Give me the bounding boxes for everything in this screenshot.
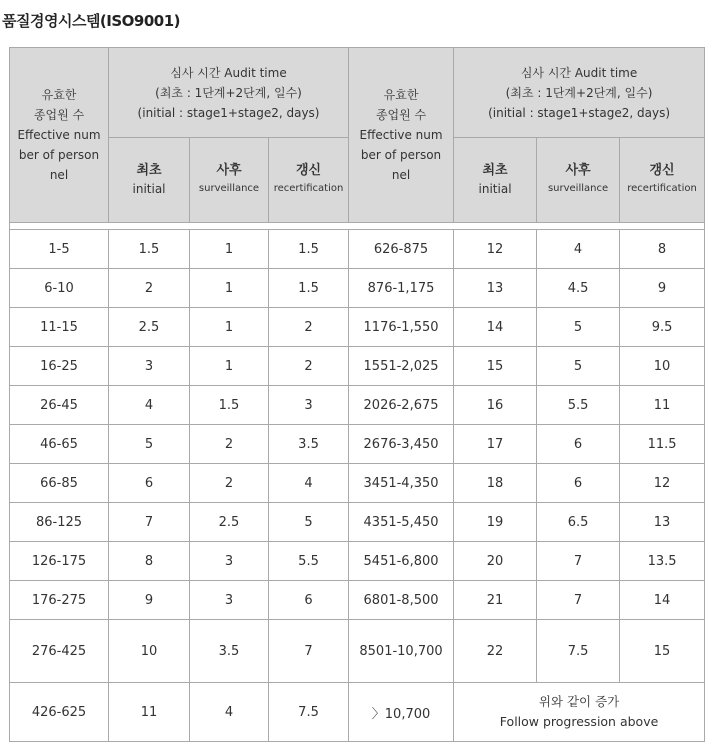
table-row xyxy=(10,620,705,683)
recertification-cell: 1.5 xyxy=(269,230,349,269)
employees-header-right: 유효한 종업원 수 Effective num ber of person nel xyxy=(349,48,454,223)
audit-time-table xyxy=(9,47,705,742)
employees-cell: 86-125 xyxy=(10,503,109,542)
recertification-cell: 3 xyxy=(269,386,349,425)
employees-cell: 66-85 xyxy=(10,464,109,503)
initial-cell: 17 xyxy=(454,425,537,464)
surveillance-cell: 2.5 xyxy=(190,503,269,542)
employees-cell: 〉10,700 xyxy=(349,683,454,742)
initial-cell: 21 xyxy=(454,581,537,620)
table-row xyxy=(10,347,705,386)
surveillance-cell: 5 xyxy=(537,347,620,386)
surveillance-cell: 1 xyxy=(190,347,269,386)
initial-cell: 22 xyxy=(454,620,537,683)
employees-cell: 626-875 xyxy=(349,230,454,269)
surveillance-cell: 6 xyxy=(537,425,620,464)
recertification-cell: 13.5 xyxy=(620,542,705,581)
employees-cell: 5451-6,800 xyxy=(349,542,454,581)
table-row xyxy=(10,308,705,347)
initial-cell: 16 xyxy=(454,386,537,425)
table-body xyxy=(10,223,705,230)
initial-cell: 7 xyxy=(109,503,190,542)
employees-cell: 16-25 xyxy=(10,347,109,386)
initial-cell: 2.5 xyxy=(109,308,190,347)
surveillance-cell: 4.5 xyxy=(537,269,620,308)
surveillance-cell: 2 xyxy=(190,425,269,464)
employees-cell: 126-175 xyxy=(10,542,109,581)
recertification-cell: 13 xyxy=(620,503,705,542)
page-title: 품질경영시스템(ISO9001) xyxy=(2,12,181,30)
surveillance-cell: 5 xyxy=(537,308,620,347)
employees-cell: 876-1,175 xyxy=(349,269,454,308)
table-row xyxy=(10,683,705,742)
employees-cell: 6-10 xyxy=(10,269,109,308)
initial-cell: 2 xyxy=(109,269,190,308)
recertification-cell: 14 xyxy=(620,581,705,620)
surveillance-cell: 7 xyxy=(537,581,620,620)
initial-cell: 12 xyxy=(454,230,537,269)
surveillance-cell: 3 xyxy=(190,542,269,581)
employees-cell: 426-625 xyxy=(10,683,109,742)
recertification-cell: 11.5 xyxy=(620,425,705,464)
surveillance-header: 사후 surveillance xyxy=(537,138,620,223)
recertification-cell: 12 xyxy=(620,464,705,503)
employees-cell: 2676-3,450 xyxy=(349,425,454,464)
surveillance-cell: 1 xyxy=(190,308,269,347)
initial-cell: 20 xyxy=(454,542,537,581)
initial-cell: 13 xyxy=(454,269,537,308)
recertification-cell: 15 xyxy=(620,620,705,683)
initial-cell: 15 xyxy=(454,347,537,386)
recertification-cell: 10 xyxy=(620,347,705,386)
employees-cell: 4351-5,450 xyxy=(349,503,454,542)
recertification-cell: 6 xyxy=(269,581,349,620)
audit-time-header-right: 심사 시간 Audit time (최초 : 1단계+2단계, 일수) (initial : stage1+stage2, days) xyxy=(454,48,705,138)
audit-time-header-left: 심사 시간 Audit time (최초 : 1단계+2단계, 일수) (initial : stage1+stage2, days) xyxy=(109,48,349,138)
employees-cell: 8501-10,700 xyxy=(349,620,454,683)
surveillance-cell: 3.5 xyxy=(190,620,269,683)
table-row xyxy=(10,425,705,464)
employees-cell: 6801-8,500 xyxy=(349,581,454,620)
employees-cell: 1176-1,550 xyxy=(349,308,454,347)
recertification-cell: 9.5 xyxy=(620,308,705,347)
initial-header: 최초 initial xyxy=(109,138,190,223)
table-row xyxy=(10,581,705,620)
initial-cell: 3 xyxy=(109,347,190,386)
employees-cell: 46-65 xyxy=(10,425,109,464)
recertification-header: 갱신 recertification xyxy=(620,138,705,223)
table-row xyxy=(10,230,705,269)
recertification-cell: 8 xyxy=(620,230,705,269)
initial-cell: 8 xyxy=(109,542,190,581)
recertification-cell: 1.5 xyxy=(269,269,349,308)
recertification-cell: 9 xyxy=(620,269,705,308)
employees-cell: 276-425 xyxy=(10,620,109,683)
employees-header-left: 유효한 종업원 수 Effective num ber of person nel xyxy=(10,48,109,223)
initial-cell: 9 xyxy=(109,581,190,620)
surveillance-cell: 1 xyxy=(190,269,269,308)
recertification-cell: 5.5 xyxy=(269,542,349,581)
recertification-cell: 11 xyxy=(620,386,705,425)
recertification-cell: 7.5 xyxy=(269,683,349,742)
initial-cell: 19 xyxy=(454,503,537,542)
recertification-cell: 2 xyxy=(269,347,349,386)
surveillance-cell: 4 xyxy=(537,230,620,269)
table-rows xyxy=(10,230,705,683)
recertification-cell: 3.5 xyxy=(269,425,349,464)
initial-cell: 18 xyxy=(454,464,537,503)
initial-cell: 5 xyxy=(109,425,190,464)
surveillance-header: 사후 surveillance xyxy=(190,138,269,223)
surveillance-cell: 2 xyxy=(190,464,269,503)
recertification-cell: 4 xyxy=(269,464,349,503)
employees-cell: 3451-4,350 xyxy=(349,464,454,503)
initial-header: 최초 initial xyxy=(454,138,537,223)
table-row xyxy=(10,464,705,503)
recertification-cell: 5 xyxy=(269,503,349,542)
surveillance-cell: 7.5 xyxy=(537,620,620,683)
recertification-cell: 2 xyxy=(269,308,349,347)
employees-cell: 1-5 xyxy=(10,230,109,269)
initial-cell: 10 xyxy=(109,620,190,683)
progression-note: 위와 같이 증가 Follow progression above xyxy=(454,683,705,742)
employees-cell: 11-15 xyxy=(10,308,109,347)
surveillance-cell: 4 xyxy=(190,683,269,742)
employees-cell: 176-275 xyxy=(10,581,109,620)
employees-cell: 2026-2,675 xyxy=(349,386,454,425)
table-row xyxy=(10,386,705,425)
table-row xyxy=(10,269,705,308)
recertification-cell: 7 xyxy=(269,620,349,683)
employees-cell: 26-45 xyxy=(10,386,109,425)
initial-cell: 11 xyxy=(109,683,190,742)
surveillance-cell: 6.5 xyxy=(537,503,620,542)
table-row xyxy=(10,542,705,581)
surveillance-cell: 7 xyxy=(537,542,620,581)
surveillance-cell: 1 xyxy=(190,230,269,269)
table-row xyxy=(10,503,705,542)
initial-cell: 4 xyxy=(109,386,190,425)
initial-cell: 14 xyxy=(454,308,537,347)
surveillance-cell: 6 xyxy=(537,464,620,503)
employees-cell: 1551-2,025 xyxy=(349,347,454,386)
recertification-header: 갱신 recertification xyxy=(269,138,349,223)
initial-cell: 1.5 xyxy=(109,230,190,269)
surveillance-cell: 5.5 xyxy=(537,386,620,425)
surveillance-cell: 1.5 xyxy=(190,386,269,425)
initial-cell: 6 xyxy=(109,464,190,503)
surveillance-cell: 3 xyxy=(190,581,269,620)
